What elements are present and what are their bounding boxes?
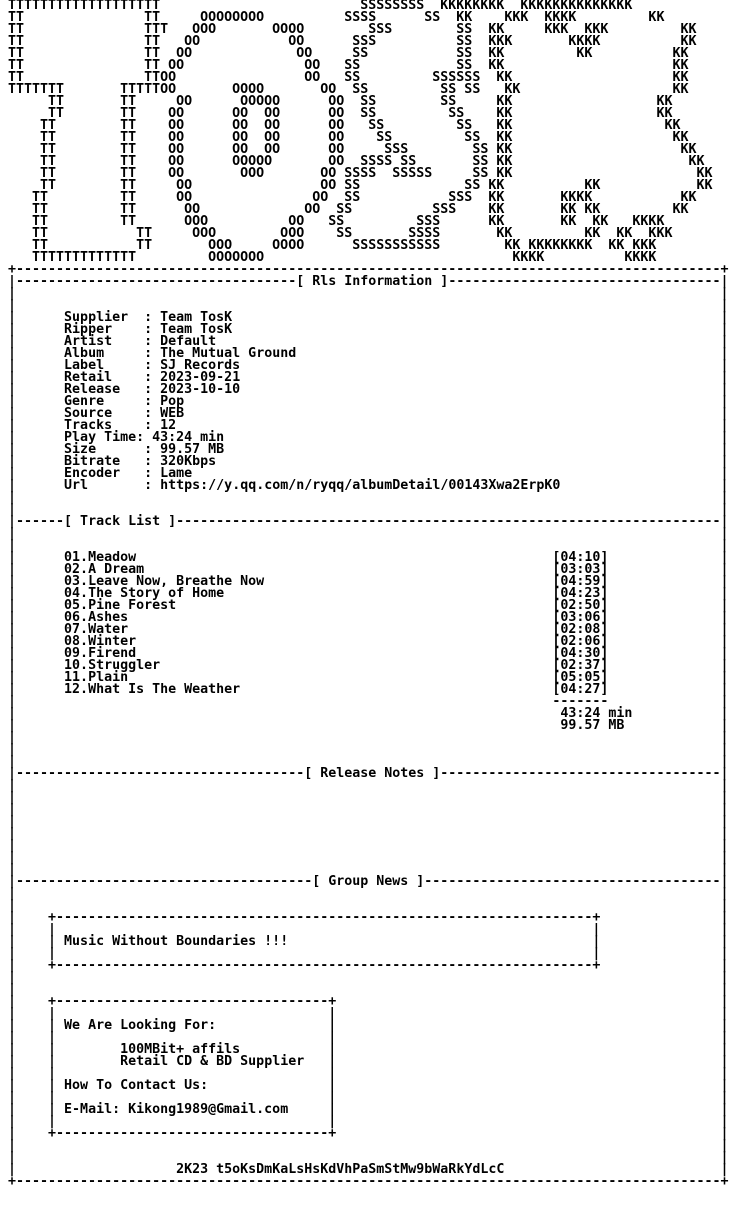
track-duration: [02:37]: [552, 658, 609, 673]
logo-line: TT TT OOO OOOO SSSSSSSSSSS KK KKKKKKKK KK KKK: [8, 238, 657, 253]
info-value: https://y.qq.com/n/ryqq/albumDetail/00143Xwa2ErpK0: [160, 478, 561, 493]
info-value: The Mutual Ground: [160, 346, 297, 361]
logo-line: TT TT OO OO OO OO SS SS KK KK: [8, 106, 673, 121]
info-value: 99.57 MB: [160, 442, 225, 457]
info-label: Bitrate: [64, 454, 121, 469]
info-value: Pop: [160, 394, 185, 409]
total-playtime: 43:24 min: [560, 706, 633, 721]
info-label: Supplier: [64, 310, 129, 325]
track-duration: [04:23]: [552, 586, 609, 601]
section-title-track-list: [ Track List ]: [64, 514, 177, 529]
logo-line: TT TT OO OOOOO OO SSSS SS SS KK KK: [8, 154, 705, 169]
section-title-group-news: [ Group News ]: [312, 874, 425, 889]
section-title-release-notes: [ Release Notes ]: [304, 766, 441, 781]
logo-line: TT TT OO OO SS SS KK KK: [8, 58, 689, 73]
logo-line: TTTTTTT TTTTTOO OOOO OO SS SS SS KK KK: [8, 82, 689, 97]
track-title: 12.What Is The Weather: [64, 682, 241, 697]
logo-line: TTTTTTTTTTTTTTTTTTT SSSSSSSS KKKKKKKK KKKKKKKKKKKKKK: [8, 0, 633, 13]
track-title: 08.Winter: [64, 634, 137, 649]
info-label: Label: [64, 358, 105, 373]
info-value: 2023-10-10: [160, 382, 241, 397]
track-title: 09.Firend: [64, 646, 137, 661]
track-title: 11.Plain: [64, 670, 129, 685]
contact-heading: How To Contact Us:: [64, 1078, 209, 1093]
info-value: 320Kbps: [160, 454, 217, 469]
info-label: Tracks: [64, 418, 113, 433]
recruit-heading: We Are Looking For:: [64, 1018, 217, 1033]
info-label: Size: [64, 442, 97, 457]
info-label: Encoder: [64, 466, 121, 481]
info-value: Team TosK: [160, 322, 233, 337]
logo-line: TT TT OOO OOO SS SSSS KK KK KK KKK: [8, 226, 673, 241]
info-value: SJ Records: [160, 358, 241, 373]
track-title: 06.Ashes: [64, 610, 129, 625]
info-label: Release: [64, 382, 121, 397]
track-duration: [02:08]: [552, 622, 609, 637]
recruit-item: 100MBit+ affils: [120, 1042, 241, 1057]
nfo-document: TTTTTTTTTTTTTTTTTTT SSSSSSSS KKKKKKKK KKKKKKKKKKKKKK TT TT OOOOOOOO SSSS SS KK KKK KKKK KK TT TTT OOO OOOO SSS SS KK KKK KKK KK TT TT OO OO SSS SS KKK KKKK KK TT TT OO OO SS SS KK KK KK TT TT OO OO SS SS KK KK TT TTOO OO SS SSSSSS KK KK TTTTTTT TTTTTOO OOOO OO SS SS SS KK KK TT TT OO OOOOO OO SS SS KK KK TT TT OO OO OO OO SS SS KK KK TT TT OO OO OO OO SS SS KK KK TT TT OO OO OO OO SS SS KK KK TT TT OO OO OO OO SSS SS KK KK TT TT OO OOOOO OO SSSS SS SS KK KK TT TT OO OOO OO SSSS SSSSS SS KK KK TT TT OO OO SS SS KK KK KK TT TT OO OO SS SSS KK KKKK KK TT TT OO OO SS SSS KK KK KK KK TT TT OOO OO SS SSS KK KK KK KKKK TT TT OOO OOO SS SSSS KK KK KK KKK TT TT OOO OOOO SSSSSSSSSSS KK KKKKKKKK KK KKK TTTTTTTTTTTTT OOOOOOO KKKK KKKK +----------------------------------------------------------------------------------------+ |-----------------------------------[ Rls Information ]----------------------------------| | | | | | Supplier : Team TosK | | Ripper : Team TosK | | Artist : Default | | Album : The Mutual Ground | | Label : SJ Records | | Retail : 2023-09-21 | | Release : 2023-10-10 | | Genre : Pop | | Source : WEB | | Tracks : 12 | | Play Time: 43:24 min | | Size : 99.57 MB | | Bitrate : 320Kbps | | Encoder : Lame | | Url : https://y.qq.com/n/ryqq/albumDetail/00143Xwa2ErpK0 | | | | | |------[ Track List ]--------------------------------------------------------------------| | | | | | 01.Meadow [04:10] | | 02.A Dream [03:03] | | 03.Leave Now, Breathe Now [04:59] | | 04.The Story of Home [04:23] | | 05.Pine Forest [02:50] | | 06.Ashes [03:06] | | 07.Water [02:08] | | 08.Winter [02:06] | | 09.Firend [04:30] | | 10.Struggler [02:37] | | 11.Plain [05:05] | | 12.What Is The Weather [04:27] | | ------- | | 43:24 min | | 99.57 MB | | | | | | | |------------------------------------[ Release Notes ]-----------------------------------| | | | | | | | | | | | | | | | | |-------------------------------------[ Group News ]-------------------------------------| | | | | | +-------------------------------------------------------------------+ | | | | | | | Music Without Boundaries !!! | | | | | | | +-------------------------------------------------------------------+ | | | | | | +----------------------------------+ | | | | | | | We Are Looking For: | | | | | | | | 100MBit+ affils | | | | Retail CD & BD Supplier | | | | | | | | How To Contact Us: | | | | | | | | E-Mail: Kikong1989@Gmail.com | | | | | | | +----------------------------------+ | | | | | | 2K23 t5oKsDmKaLsHsKdVhPaSmStMw9bWaRkYdLcC | +----------------------------------------------------------------------------------------+: [8, 0, 729, 1189]
info-value: 2023-09-21: [160, 370, 241, 385]
info-label: Artist: [64, 334, 113, 349]
logo-line: TT TT OO OO OO OO SS SS KK KK: [8, 118, 681, 133]
track-duration: [03:06]: [552, 610, 609, 625]
info-label: Retail: [64, 370, 113, 385]
track-duration: [04:10]: [552, 550, 609, 565]
track-duration: [02:06]: [552, 634, 609, 649]
track-title: 10.Struggler: [64, 658, 161, 673]
info-value: 12: [160, 418, 177, 433]
info-value: Lame: [160, 466, 193, 481]
track-title: 05.Pine Forest: [64, 598, 177, 613]
track-duration: [05:05]: [552, 670, 609, 685]
logo-line: TT TT OO OOOOO OO SS SS KK KK: [8, 94, 673, 109]
logo-line: TT TT OO OO SS SSS KK KK KK KK: [8, 202, 689, 217]
logo-line: TT TT OO OOO OO SSSS SSSSS SS KK KK: [8, 166, 713, 181]
logo-line: TT TT OO OO SSS SS KKK KKKK KK: [8, 34, 697, 49]
info-label: Source: [64, 406, 113, 421]
track-title: 03.Leave Now, Breathe Now: [64, 574, 265, 589]
contact-email: E-Mail: Kikong1989@Gmail.com: [64, 1102, 289, 1117]
info-value: Team TosK: [160, 310, 233, 325]
track-duration: [04:27]: [552, 682, 609, 697]
track-duration: [02:50]: [552, 598, 609, 613]
logo-line: TT TT OO OO SS SS KK KK KK: [8, 46, 689, 61]
logo-line: TT TT OO OO SS SS KK KK KK: [8, 178, 713, 193]
track-title: 07.Water: [64, 622, 129, 637]
info-label: Url: [64, 478, 89, 493]
track-duration: [03:03]: [552, 562, 609, 577]
logo-line: TT TT OO OO OO OO SSS SS KK KK: [8, 142, 697, 157]
info-label: Genre: [64, 394, 105, 409]
group-motto: Music Without Boundaries !!!: [64, 934, 289, 949]
info-value: WEB: [160, 406, 185, 421]
recruit-item: Retail CD & BD Supplier: [120, 1054, 305, 1069]
info-label: Ripper: [64, 322, 113, 337]
info-label: Album: [64, 346, 105, 361]
track-title: 02.A Dream: [64, 562, 145, 577]
track-duration: [04:59]: [552, 574, 609, 589]
logo-line: TT TTT OOO OOOO SSS SS KK KKK KKK KK: [8, 22, 697, 37]
logo-line: TTTTTTTTTTTTT OOOOOOO KKKK KKKK: [8, 250, 657, 265]
logo-line: TT TT OO OO SS SSS KK KKKK KK: [8, 190, 697, 205]
section-title-rls-information: [ Rls Information ]: [296, 274, 449, 289]
info-value: 43:24 min: [152, 430, 225, 445]
logo-line: TT TTOO OO SS SSSSSS KK KK: [8, 70, 689, 85]
footer-signature: 2K23 t5oKsDmKaLsHsKdVhPaSmStMw9bWaRkYdLcC: [176, 1162, 505, 1177]
logo-line: TT TT OOOOOOOO SSSS SS KK KKK KKKK KK: [8, 10, 665, 25]
track-duration: [04:30]: [552, 646, 609, 661]
track-title: 01.Meadow: [64, 550, 137, 565]
total-size: 99.57 MB: [560, 718, 625, 733]
info-value: Default: [160, 334, 217, 349]
logo-line: TT TT OOO OO SS SSS KK KK KK KKKK: [8, 214, 665, 229]
track-title: 04.The Story of Home: [64, 586, 225, 601]
info-label: Play Time: [64, 430, 137, 445]
logo-line: TT TT OO OO OO OO SS SS KK KK: [8, 130, 689, 145]
